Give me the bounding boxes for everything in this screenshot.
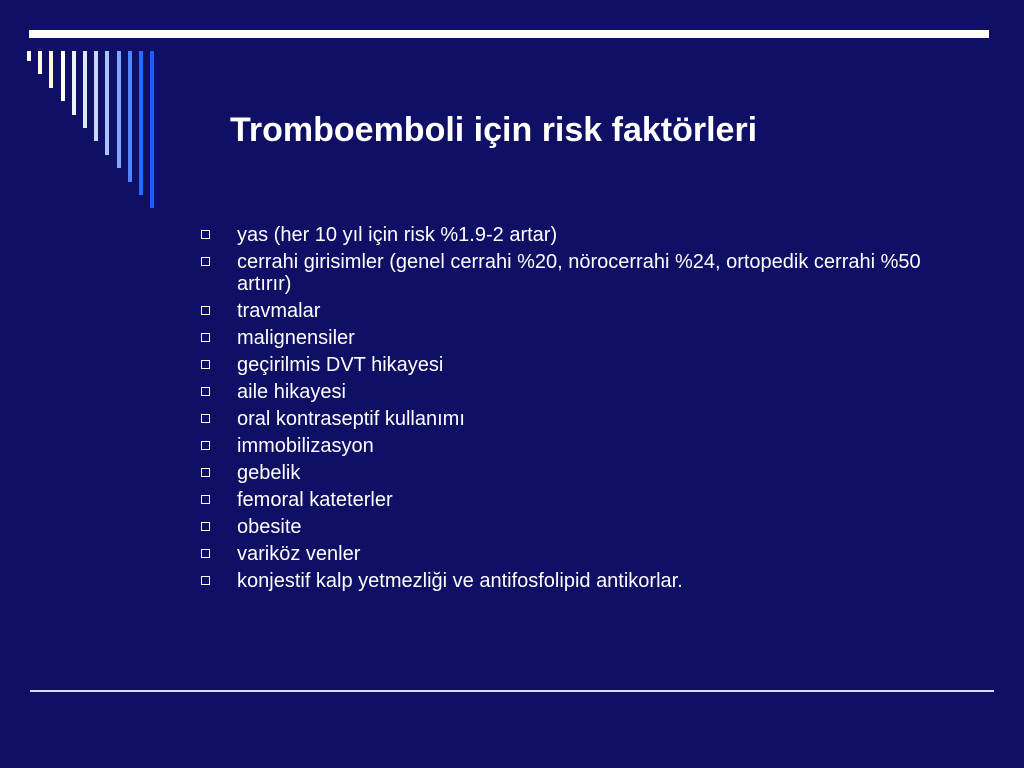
bottom-rule-divider	[30, 690, 994, 692]
top-rule-divider	[29, 30, 989, 38]
square-bullet-icon	[201, 522, 210, 531]
list-item	[200, 224, 980, 246]
list-item-text: konjestif kalp yetmezliği ve antifosfolipid antikorlar.	[237, 570, 683, 592]
square-bullet-icon	[201, 549, 210, 558]
decorative-stripe	[49, 51, 53, 88]
list-item	[200, 543, 980, 565]
square-bullet-icon	[201, 576, 210, 585]
list-item	[200, 300, 980, 322]
list-item	[200, 570, 980, 592]
list-item-text: aile hikayesi	[237, 381, 346, 403]
list-item-text: obesite	[237, 516, 302, 538]
square-bullet-icon	[201, 306, 210, 315]
slide-title: Tromboemboli için risk faktörleri	[230, 111, 758, 149]
square-bullet-icon	[201, 333, 210, 342]
decorative-stripe	[105, 51, 109, 155]
risk-factor-list	[200, 224, 980, 597]
list-item-text: geçirilmis DVT hikayesi	[237, 354, 444, 376]
decorative-stripe	[27, 51, 31, 61]
decorative-stripe	[72, 51, 76, 115]
square-bullet-icon	[201, 468, 210, 477]
list-item-text: immobilizasyon	[237, 435, 374, 457]
list-item-text: femoral kateterler	[237, 489, 393, 511]
square-bullet-icon	[201, 441, 210, 450]
decorative-stripe	[38, 51, 42, 74]
decorative-stripe	[150, 51, 154, 208]
list-item	[200, 251, 980, 295]
list-item	[200, 435, 980, 457]
decorative-stripe	[117, 51, 121, 168]
list-item	[200, 381, 980, 403]
square-bullet-icon	[201, 230, 210, 239]
decorative-stripe	[94, 51, 98, 141]
list-item-text: malignensiler	[237, 327, 355, 349]
list-item	[200, 489, 980, 511]
decorative-stripe	[61, 51, 65, 101]
decorative-stripe	[128, 51, 132, 182]
list-item	[200, 462, 980, 484]
list-item	[200, 408, 980, 430]
square-bullet-icon	[201, 495, 210, 504]
square-bullet-icon	[201, 387, 210, 396]
decorative-stripe	[139, 51, 143, 195]
list-item-text: variköz venler	[237, 543, 361, 565]
list-item-text: oral kontraseptif kullanımı	[237, 408, 465, 430]
list-item-text: cerrahi girisimler (genel cerrahi %20, nörocerrahi %24, ortopedik cerrahi %50 artırır)	[237, 251, 921, 295]
list-item-text: yas (her 10 yıl için risk %1.9-2 artar)	[237, 224, 558, 246]
list-item	[200, 354, 980, 376]
decorative-stripe	[83, 51, 87, 128]
square-bullet-icon	[201, 257, 210, 266]
list-item	[200, 327, 980, 349]
list-item	[200, 516, 980, 538]
square-bullet-icon	[201, 414, 210, 423]
list-item-text: gebelik	[237, 462, 301, 484]
square-bullet-icon	[201, 360, 210, 369]
list-item-text: travmalar	[237, 300, 321, 322]
